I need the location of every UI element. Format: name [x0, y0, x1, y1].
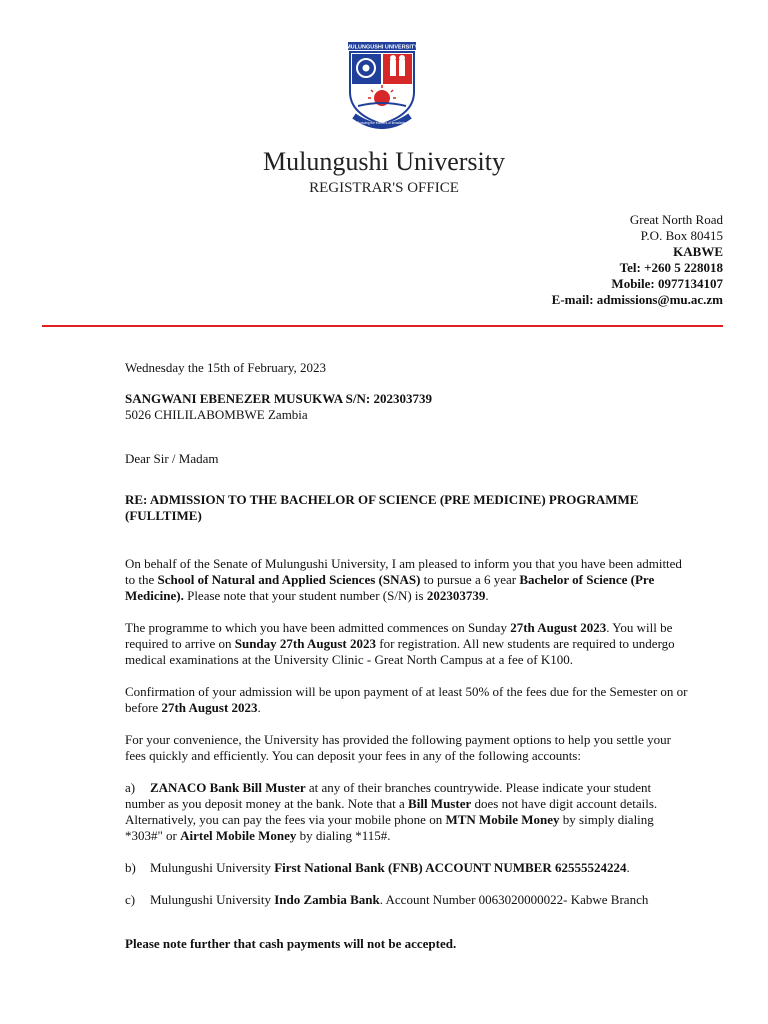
recipient-address: 5026 CHILILABOMBWE Zambia	[125, 407, 308, 422]
text-run: .	[485, 588, 489, 603]
paragraph-admission	[125, 556, 690, 604]
mtn-mobile-money: MTN Mobile Money	[445, 812, 560, 827]
header-divider	[42, 325, 723, 327]
text-run: .	[257, 700, 261, 715]
student-number: 202303739	[426, 588, 486, 603]
programme-name: Bachelor of Science (Pre Medicine).	[125, 572, 655, 603]
salutation: Dear Sir / Madam	[125, 451, 219, 466]
payment-option-b	[125, 860, 690, 876]
payment-option-c	[125, 892, 690, 908]
address-town: KABWE	[673, 244, 723, 259]
commence-date: 27th August 2023	[510, 620, 607, 635]
letter-body	[125, 360, 690, 952]
recipient-name: SANGWANI EBENEZER MUSUKWA S/N: 202303739	[125, 391, 432, 406]
zanaco-bill-muster: ZANACO Bank Bill Muster	[150, 780, 306, 795]
fnb-account: First National Bank (FNB) ACCOUNT NUMBER 62555524224	[274, 860, 627, 875]
text-run: Mulungushi University	[150, 892, 275, 907]
payment-deadline: 27th August 2023	[161, 700, 258, 715]
address-line1: Great North Road	[629, 212, 723, 227]
text-run: . Account Number 0063020000022- Kabwe Branch	[379, 892, 649, 907]
letter-subject: RE: ADMISSION TO THE BACHELOR OF SCIENCE (PRE MEDICINE) PROGRAMME (FULLTIME)	[125, 492, 639, 523]
text-run: . You will be required to arrive on	[125, 620, 673, 651]
seal-graphic	[344, 40, 420, 132]
text-run: by simply dialing *303#" or	[125, 812, 654, 843]
address-email: E-mail: admissions@mu.ac.zm	[551, 292, 723, 307]
address-block	[552, 212, 723, 308]
payment-option-a	[125, 780, 690, 844]
office-name: REGISTRAR'S OFFICE	[309, 180, 459, 196]
seal-title-text: MULUNGUSHI UNIVERSITY	[346, 44, 418, 51]
option-label: a)	[125, 780, 136, 795]
seal-motto-text: Pursuing the frontiers of knowledge	[357, 121, 407, 125]
university-name: Mulungushi University	[263, 147, 505, 176]
school-name: School of Natural and Applied Sciences (SNAS)	[157, 572, 421, 587]
text-run: On behalf of the Senate of Mulungushi University, I am pleased to inform you that you have been admitted to the	[125, 556, 682, 587]
text-run: Please note that your student number (S/N) is	[183, 588, 427, 603]
arrival-date: Sunday 27th August 2023	[234, 636, 376, 651]
text-run: Mulungushi University	[150, 860, 275, 875]
text-run: for registration. All new students are required to undergo medical examinations at the University Clinic - Great North Campus at a fee of K100.	[125, 636, 675, 667]
text-run: Confirmation of your admission will be upon payment of at least 50% of the fees due for the Semester on or before	[125, 684, 688, 715]
airtel-mobile-money: Airtel Mobile Money	[180, 828, 297, 843]
bill-muster: Bill Muster	[408, 796, 472, 811]
paragraph-payment-intro: For your convenience, the University has provided the following payment options to help you settle your fees quickly and efficiently. You can deposit your fees in any of the following accounts:	[125, 732, 671, 763]
text-run: .	[626, 860, 630, 875]
address-tel: Tel: +260 5 228018	[619, 260, 723, 275]
indo-zambia-bank: Indo Zambia Bank	[274, 892, 380, 907]
text-run: at any of their branches countrywide. Please indicate your student number as you deposit money at the bank. Note that a	[125, 780, 652, 811]
paragraph-commencement	[125, 620, 690, 668]
university-seal	[344, 40, 420, 132]
address-line2: P.O. Box 80415	[640, 228, 723, 243]
text-run: The programme to which you have been admitted commences on Sunday	[125, 620, 511, 635]
paragraph-confirmation	[125, 684, 690, 716]
text-run: does not have digit account details. Alternatively, you can pay the fees via your mobile phone on	[125, 796, 658, 827]
option-label: c)	[125, 892, 136, 907]
option-label: b)	[125, 860, 136, 875]
closing-note: Please note further that cash payments will not be accepted.	[125, 936, 457, 951]
letter-date: Wednesday the 15th of February, 2023	[125, 360, 327, 375]
text-run: to pursue a 6 year	[420, 572, 520, 587]
address-mobile: Mobile: 0977134107	[611, 276, 723, 291]
text-run: by dialing *115#.	[296, 828, 391, 843]
